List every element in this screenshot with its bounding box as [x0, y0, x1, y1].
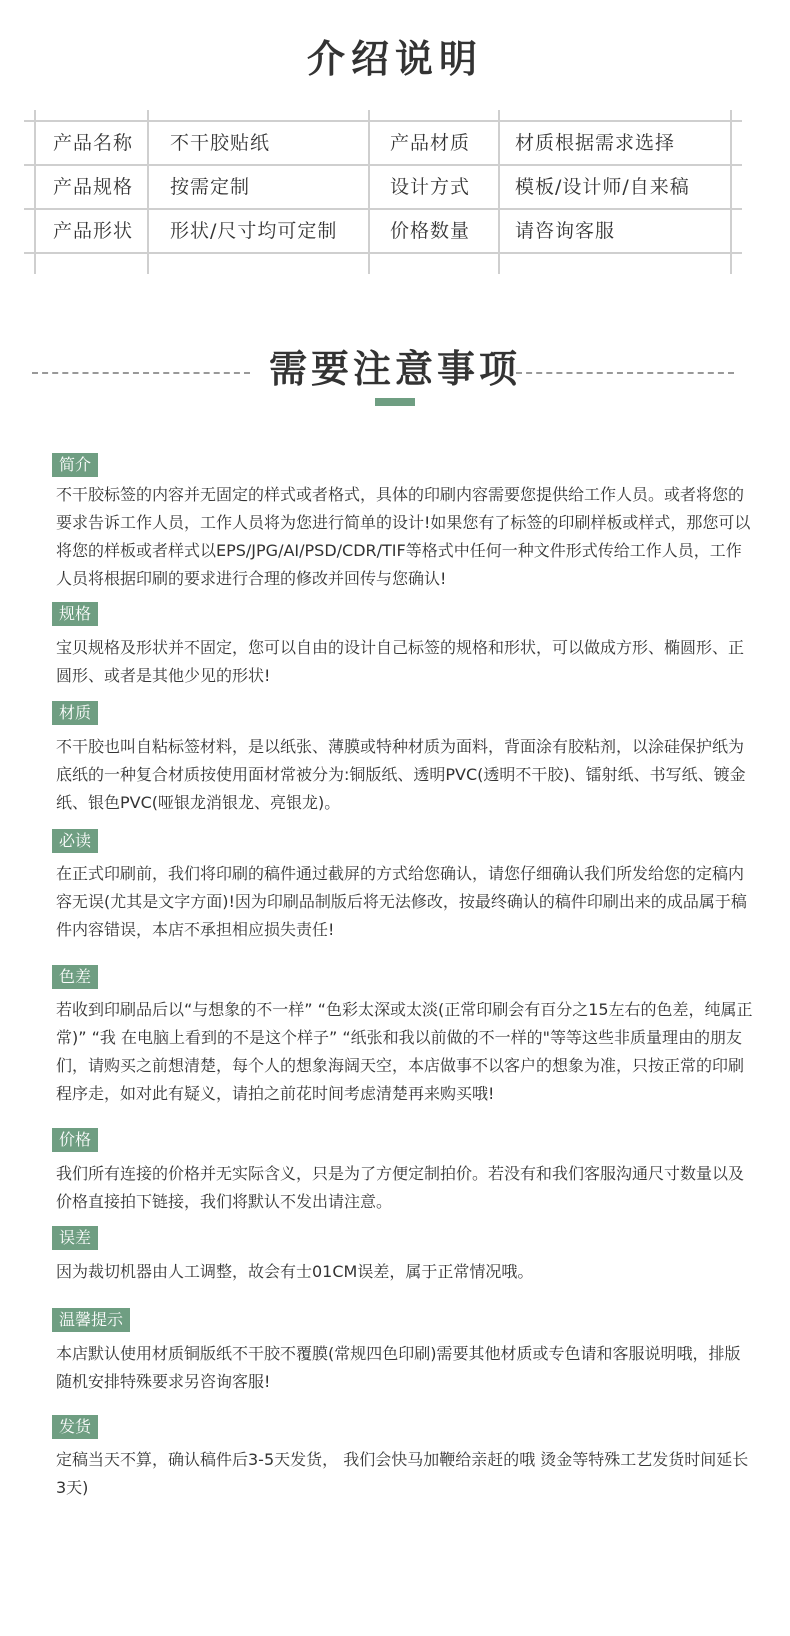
table-divider: [368, 110, 370, 274]
table-divider: [730, 110, 732, 274]
spec-label: 价格数量: [390, 220, 471, 242]
section-text: 不干胶也叫自粘标签材料，是以纸张、薄膜或特种材质为面料，背面涂有胶粘剂，以涂硅保护纸为底纸的一种复合材质按使用面材常被分为:铜版纸、透明PVC(透明不干胶)、镭射纸、书写纸、镀金纸、银色PVC(哑银龙消银龙、亮银龙)。: [56, 737, 746, 812]
table-divider: [147, 110, 149, 274]
section-tag: 误差: [52, 1226, 98, 1250]
section-tag: 规格: [52, 602, 98, 626]
table-divider: [34, 110, 36, 274]
section-tag: 必读: [52, 829, 98, 853]
section-text: 本店默认使用材质铜版纸不干胶不覆膜(常规四色印刷)需要其他材质或专色请和客服说明哦，排版随机安排特殊要求另咨询客服!: [56, 1344, 741, 1391]
spec-label: 产品材质: [390, 132, 471, 154]
spec-label: 设计方式: [390, 176, 471, 198]
section-text: 因为裁切机器由人工调整，故会有士01CM误差，属于正常情况哦。: [56, 1262, 534, 1281]
page-title: 介绍说明: [306, 37, 483, 81]
dashed-divider-right: [516, 372, 734, 374]
section-text: 在正式印刷前，我们将印刷的稿件通过截屏的方式给您确认，请您仔细确认我们所发给您的定稿内容无误(尤其是文字方面)!因为印刷品制版后将无法修改，按最终确认的稿件印刷出来的成品属于稿件内容错误，本店不承担相应损失责任!: [56, 864, 747, 939]
section-tag: 温馨提示: [52, 1308, 130, 1332]
spec-value: 按需定制: [170, 176, 251, 198]
spec-label: 产品形状: [53, 220, 134, 242]
section-text: 宝贝规格及形状并不固定，您可以自由的设计自己标签的规格和形状，可以做成方形、椭圆形、正圆形、或者是其他少见的形状!: [56, 638, 745, 685]
section-tag: 材质: [52, 701, 98, 725]
section-tag: 价格: [52, 1128, 98, 1152]
spec-value: 不干胶贴纸: [170, 132, 271, 154]
section-text: 定稿当天不算，确认稿件后3-5天发货， 我们会快马加鞭给亲赶的哦 烫金等特殊工艺发货时间延长3天): [56, 1450, 749, 1497]
section-tag: 简介: [52, 453, 98, 477]
spec-label: 产品名称: [53, 132, 134, 154]
spec-value: 模板/设计师/自来稿: [515, 176, 690, 198]
table-divider: [498, 110, 500, 274]
section-tag: 色差: [52, 965, 98, 989]
title-accent-bar: [375, 398, 415, 406]
spec-value: 形状/尺寸均可定制: [170, 220, 338, 242]
spec-label: 产品规格: [53, 176, 134, 198]
section-text: 若收到印刷品后以“与想象的不一样” “色彩太深或太淡(正常印刷会有百分之15左右的色差，纯属正常)” “我 在电脑上看到的不是这个样子” “纸张和我以前做的不一样的"等等这些非质量理由的朋友们，请购买之前想清楚，每个人的想象海阔天空，本店做事不以客户的想象为准，只按正常的印刷程序走，如对此有疑义，请拍之前花时间考虑清楚再来购买哦!: [56, 1000, 753, 1103]
section-tag: 发货: [52, 1415, 98, 1439]
spec-table: [24, 110, 742, 274]
spec-value: 请咨询客服: [515, 220, 616, 242]
section-text: 我们所有连接的价格并无实际含义，只是为了方便定制拍价。若没有和我们客服沟通尺寸数量以及价格直接拍下链接，我们将默认不发出请注意。: [56, 1164, 745, 1211]
notes-title: 需要注意事项: [268, 347, 521, 391]
spec-value: 材质根据需求选择: [515, 132, 676, 154]
section-text: 不干胶标签的内容并无固定的样式或者格式，具体的印刷内容需要您提供给工作人员。或者将您的要求告诉工作人员，工作人员将为您进行简单的设计!如果您有了标签的印刷样板或样式，那您可以将您的样板或者样式以EPS/JPG/AI/PSD/CDR/TIF等格式中任何一种文件形式传给工作人员，工作人员将根据印刷的要求进行合理的修改并回传与您确认!: [56, 485, 751, 588]
